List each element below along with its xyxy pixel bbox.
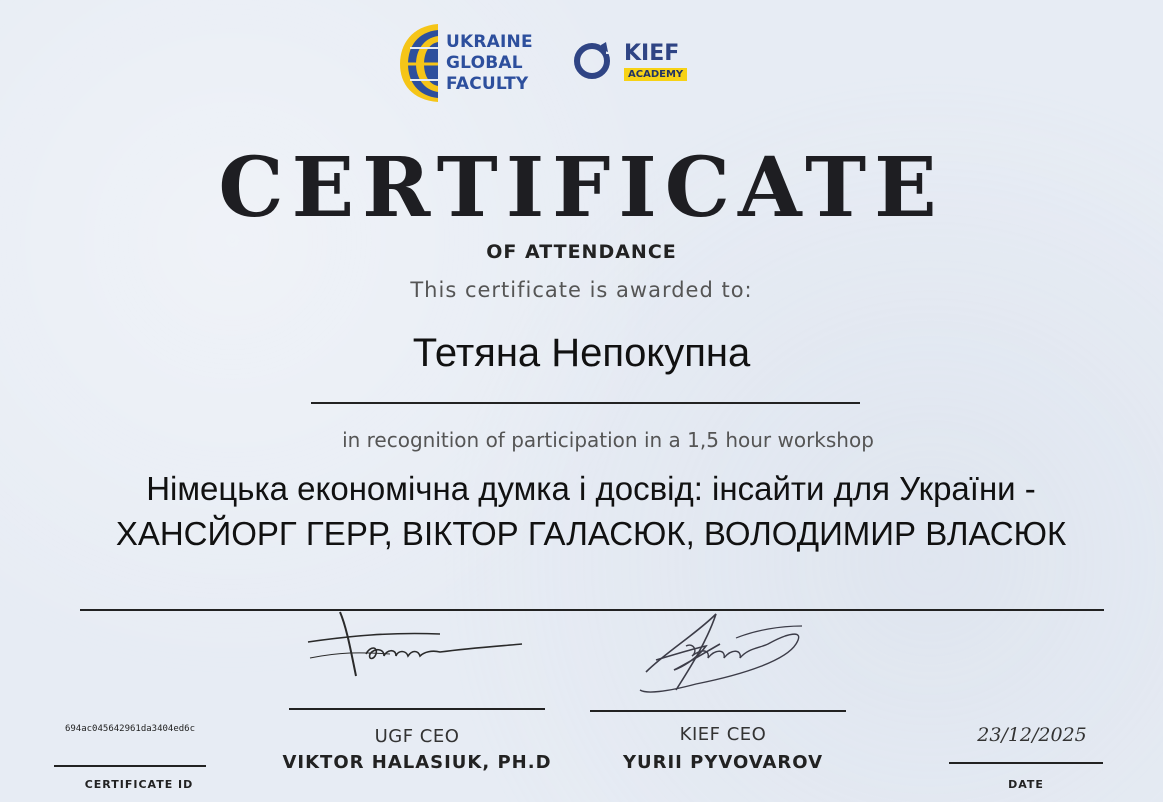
ugf-logo-line-1: UKRAINE xyxy=(446,32,533,52)
kief-ceo-signature xyxy=(636,604,816,698)
certificate-id-line xyxy=(54,765,206,767)
ugf-logo xyxy=(398,22,538,104)
recognition-text: in recognition of participation in a 1,5 hour workshop xyxy=(342,428,874,452)
power-ring-icon xyxy=(572,40,614,82)
ugf-ceo-signature-line xyxy=(289,708,545,710)
date-label: DATE xyxy=(1008,778,1044,791)
kief-logo-name: KIEF xyxy=(624,41,680,66)
ugf-logo-line-2: GLOBAL xyxy=(446,53,523,73)
kief-ceo-role: KIEF CEO xyxy=(679,724,767,745)
certificate-subtitle: OF ATTENDANCE xyxy=(486,241,677,263)
certificate-title: CERTIFICATE xyxy=(218,140,945,236)
divider xyxy=(80,609,1104,611)
ugf-logo-line-3: FACULTY xyxy=(446,74,529,94)
certificate-id-label: CERTIFICATE ID xyxy=(84,778,194,791)
date-line xyxy=(949,762,1103,764)
kief-logo xyxy=(572,40,712,86)
globe-shield-icon xyxy=(398,22,440,104)
workshop-title: Німецька економічна думка і досвід: інсайти для України - ХАНСЙОРГ ГЕРР, ВІКТОР ГАЛАСЮК, ВОЛОДИМИР ВЛАСЮК xyxy=(115,470,1067,552)
kief-ceo-name: YURII PYVOVAROV xyxy=(622,752,824,773)
kief-logo-badge: ACADEMY xyxy=(624,68,687,81)
awarded-to-text: This certificate is awarded to: xyxy=(410,278,753,302)
ugf-ceo-role: UGF CEO xyxy=(374,726,460,747)
ugf-ceo-signature xyxy=(300,606,530,686)
ugf-ceo-name: VIKTOR HALASIUK, PH.D xyxy=(282,752,552,773)
kief-ceo-signature-line xyxy=(590,710,846,712)
certificate-id-value: 694ac045642961da3404ed6c xyxy=(64,724,196,734)
date-value: 23/12/2025 xyxy=(977,724,1087,746)
recipient-underline xyxy=(311,402,860,404)
recipient-name: Тетяна Непокупна xyxy=(412,331,751,375)
